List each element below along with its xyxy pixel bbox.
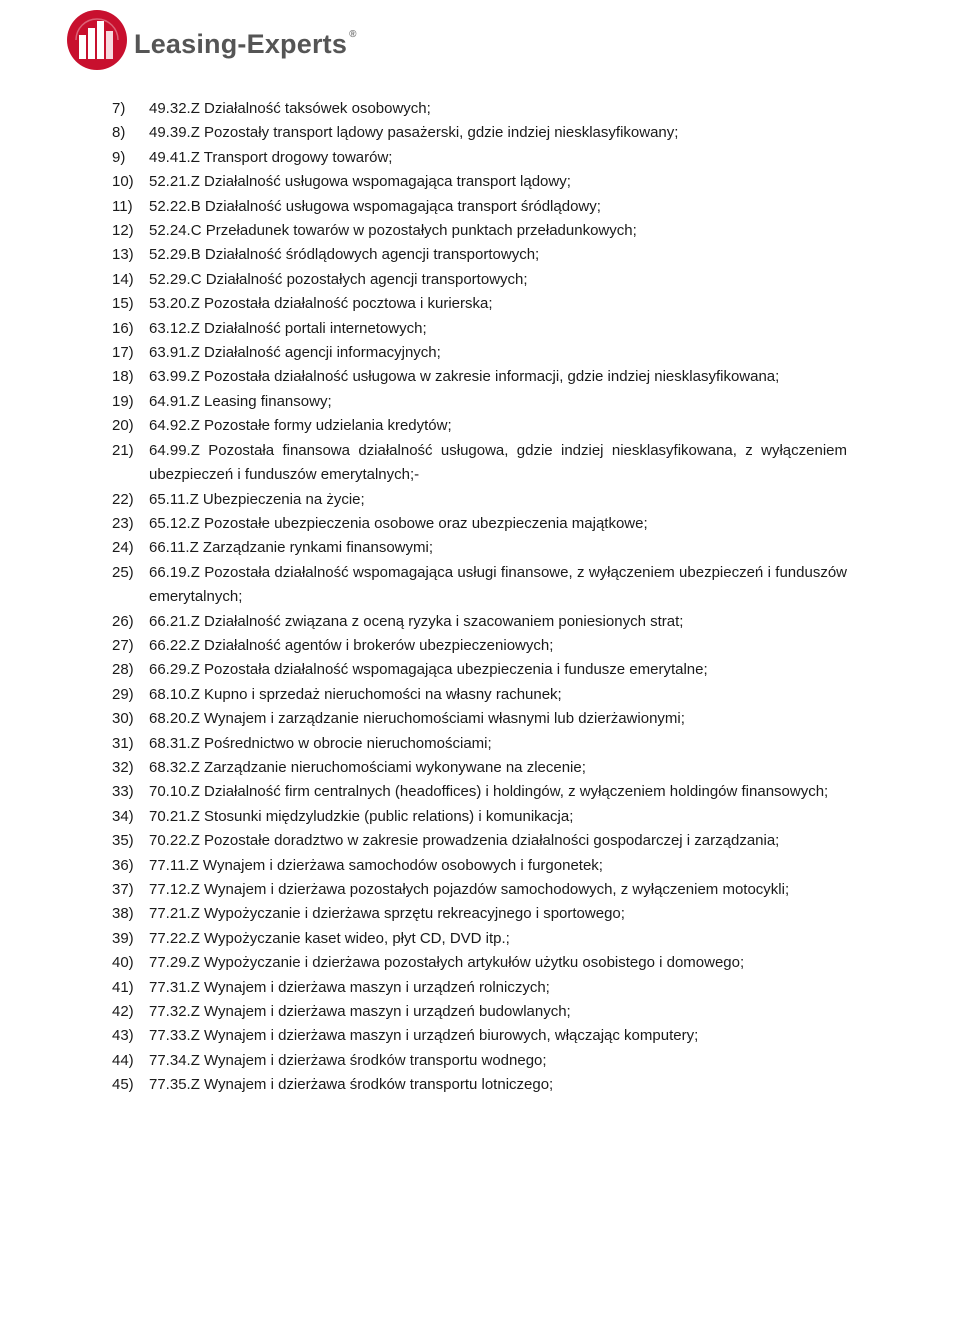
list-item-number: 19) <box>112 392 134 410</box>
list-item-number: 37) <box>112 881 134 898</box>
list-item <box>112 1073 847 1097</box>
list-item-number: 12) <box>112 222 134 240</box>
list-item-text: 64.99.Z Pozostała finansowa działalność usługowa, gdzie indziej niesklasyfikowana, z wyłączeniem ubezpieczeń i funduszów emerytalnych;- <box>149 441 847 484</box>
list-item-number: 43) <box>112 1027 134 1045</box>
list-item-text: 66.21.Z Działalność związana z oceną ryzyka i szacowaniem poniesionych strat; <box>149 612 684 630</box>
list-item <box>112 146 847 170</box>
list-item-text: 52.29.C Działalność pozostałych agencji transportowych; <box>149 270 528 288</box>
list-item-number: 26) <box>112 612 134 630</box>
list-item-text: 77.34.Z Wynajem i dzierżawa środków transportu wodnego; <box>149 1051 547 1069</box>
list-item-text: 65.12.Z Pozostałe ubezpieczenia osobowe oraz ubezpieczenia majątkowe; <box>149 514 648 532</box>
list-item-number: 18) <box>112 368 134 386</box>
list-item <box>112 927 847 951</box>
list-item-number: 33) <box>112 783 134 801</box>
list-item-text: 53.20.Z Pozostała działalność pocztowa i kurierska; <box>149 295 493 313</box>
registered-mark: ® <box>349 28 357 40</box>
list-item-text: 66.22.Z Działalność agentów i brokerów ubezpieczeniowych; <box>149 636 554 654</box>
list-item-number: 45) <box>112 1076 134 1094</box>
list-item-number: 21) <box>112 441 134 459</box>
list-item-number: 28) <box>112 661 134 679</box>
list-item-number: 41) <box>112 978 134 996</box>
list-item-text: 77.21.Z Wypożyczanie i dzierżawa sprzętu rekreacyjnego i sportowego; <box>149 905 625 923</box>
list-item-number: 10) <box>112 173 134 191</box>
list-item-text: 77.33.Z Wynajem i dzierżawa maszyn i urządzeń biurowych, włączając komputery; <box>149 1027 699 1045</box>
list-item <box>112 414 847 438</box>
list-item-number: 44) <box>112 1051 134 1069</box>
list-item-text: 63.12.Z Działalność portali internetowych; <box>149 319 427 337</box>
list-item-text: 65.11.Z Ubezpieczenia na życie; <box>149 490 365 508</box>
list-item <box>112 512 847 536</box>
list-item-number: 20) <box>112 417 134 435</box>
logo-brand-name: Leasing-Experts <box>134 28 348 59</box>
list-item-text: 70.10.Z Działalność firm centralnych (headoffices) i holdingów, z wyłączeniem holdingów finansowych; <box>149 783 829 801</box>
list-item-number: 11) <box>112 197 133 215</box>
list-item-text: 63.99.Z Pozostała działalność usługowa w zakresie informacji, gdzie indziej niesklasyfikowana; <box>149 368 780 386</box>
list-item <box>112 756 847 780</box>
list-item-number: 7) <box>112 100 126 117</box>
list-item-number: 24) <box>112 539 134 557</box>
logo-text <box>134 29 357 60</box>
logo-mark-icon <box>66 9 128 71</box>
list-item-number: 13) <box>112 246 134 264</box>
list-item <box>112 536 847 560</box>
list-item-number: 17) <box>112 344 134 362</box>
list-item-number: 36) <box>112 856 134 874</box>
list-item <box>112 268 847 292</box>
activity-code-list <box>112 97 847 1098</box>
list-item-number: 14) <box>112 270 134 288</box>
list-item <box>112 1024 847 1048</box>
list-item-text: 77.31.Z Wynajem i dzierżawa maszyn i urządzeń rolniczych; <box>149 978 550 996</box>
list-item-text: 70.22.Z Pozostałe doradztwo w zakresie prowadzenia działalności gospodarczej i zarządzania; <box>149 832 780 850</box>
list-item-text: 66.11.Z Zarządzanie rynkami finansowymi; <box>149 539 434 557</box>
list-item-text: 49.39.Z Pozostały transport lądowy pasażerski, gdzie indziej niesklasyfikowany; <box>149 124 679 142</box>
list-item-text: 64.92.Z Pozostałe formy udzielania kredytów; <box>149 417 452 435</box>
list-item-text: 64.91.Z Leasing finansowy; <box>149 392 332 410</box>
list-item <box>112 732 847 756</box>
list-item-text: 70.21.Z Stosunki międzyludzkie (public relations) i komunikacja; <box>149 807 574 825</box>
list-item-number: 23) <box>112 514 134 532</box>
list-item-text: 77.35.Z Wynajem i dzierżawa środków transportu lotniczego; <box>149 1076 554 1094</box>
list-item <box>112 488 847 512</box>
list-item <box>112 1049 847 1073</box>
list-item-number: 27) <box>112 636 134 654</box>
list-item-text: 77.32.Z Wynajem i dzierżawa maszyn i urządzeń budowlanych; <box>149 1003 571 1021</box>
list-item-number: 9) <box>112 148 126 166</box>
list-item <box>112 317 847 341</box>
list-item <box>112 854 847 878</box>
list-item <box>112 829 847 853</box>
list-item <box>112 902 847 926</box>
list-item-text: 63.91.Z Działalność agencji informacyjnych; <box>149 344 441 362</box>
list-item-text: 77.12.Z Wynajem i dzierżawa pozostałych pojazdów samochodowych, z wyłączeniem motocykli; <box>149 881 790 898</box>
list-item-number: 8) <box>112 124 126 142</box>
list-item <box>112 390 847 414</box>
list-item-text: 68.20.Z Wynajem i zarządzanie nieruchomościami własnymi lub dzierżawionymi; <box>149 710 685 728</box>
list-item-number: 29) <box>112 685 134 703</box>
list-item-number: 38) <box>112 905 134 923</box>
list-item-number: 22) <box>112 490 134 508</box>
list-item-number: 25) <box>112 563 134 581</box>
list-item-text: 77.22.Z Wypożyczanie kaset wideo, płyt CD, DVD itp.; <box>149 929 510 947</box>
list-item <box>112 243 847 267</box>
list-item <box>112 780 847 804</box>
list-item <box>112 97 847 121</box>
list-item-number: 39) <box>112 929 134 947</box>
list-item-text: 68.32.Z Zarządzanie nieruchomościami wykonywane na zlecenie; <box>149 758 586 776</box>
list-item-text: 77.11.Z Wynajem i dzierżawa samochodów osobowych i furgonetek; <box>149 856 603 874</box>
list-item-text: 68.10.Z Kupno i sprzedaż nieruchomości na własny rachunek; <box>149 685 562 703</box>
list-item-text: 52.29.B Działalność śródlądowych agencji transportowych; <box>149 246 540 264</box>
list-item-number: 42) <box>112 1003 134 1021</box>
list-item-text: 77.29.Z Wypożyczanie i dzierżawa pozostałych artykułów użytku osobistego i domowego; <box>149 954 745 972</box>
list-item-text: 52.24.C Przeładunek towarów w pozostałych punktach przeładunkowych; <box>149 222 637 240</box>
list-item <box>112 170 847 194</box>
list-item-number: 40) <box>112 954 134 972</box>
list-item-number: 15) <box>112 295 134 313</box>
list-item-number: 32) <box>112 758 134 776</box>
list-item <box>112 1000 847 1024</box>
list-item-text: 66.19.Z Pozostała działalność wspomagająca usługi finansowe, z wyłączeniem ubezpieczeń i funduszów emerytalnych; <box>149 563 847 606</box>
list-item <box>112 610 847 634</box>
list-item <box>112 951 847 975</box>
list-item-number: 30) <box>112 710 134 728</box>
list-item <box>112 976 847 1000</box>
list-item <box>112 805 847 829</box>
list-item <box>112 439 847 488</box>
list-item-number: 31) <box>112 734 134 752</box>
list-item <box>112 878 847 902</box>
list-item <box>112 634 847 658</box>
list-item-text: 49.41.Z Transport drogowy towarów; <box>149 148 393 166</box>
list-item <box>112 219 847 243</box>
list-item <box>112 121 847 145</box>
list-item <box>112 561 847 610</box>
list-item-text: 68.31.Z Pośrednictwo w obrocie nieruchomościami; <box>149 734 492 752</box>
list-item <box>112 683 847 707</box>
list-item-number: 35) <box>112 832 134 850</box>
page-header <box>66 8 357 72</box>
list-item-text: 52.22.B Działalność usługowa wspomagająca transport śródlądowy; <box>149 197 601 215</box>
list-item <box>112 341 847 365</box>
list-item-text: 49.32.Z Działalność taksówek osobowych; <box>149 100 431 117</box>
list-item-text: 66.29.Z Pozostała działalność wspomagająca ubezpieczenia i fundusze emerytalne; <box>149 661 708 679</box>
list-item <box>112 658 847 682</box>
list-item-text: 52.21.Z Działalność usługowa wspomagająca transport lądowy; <box>149 173 571 191</box>
list-item <box>112 365 847 389</box>
list-item-number: 34) <box>112 807 134 825</box>
list-item <box>112 707 847 731</box>
list-item <box>112 195 847 219</box>
list-item <box>112 292 847 316</box>
list-item-number: 16) <box>112 319 134 337</box>
